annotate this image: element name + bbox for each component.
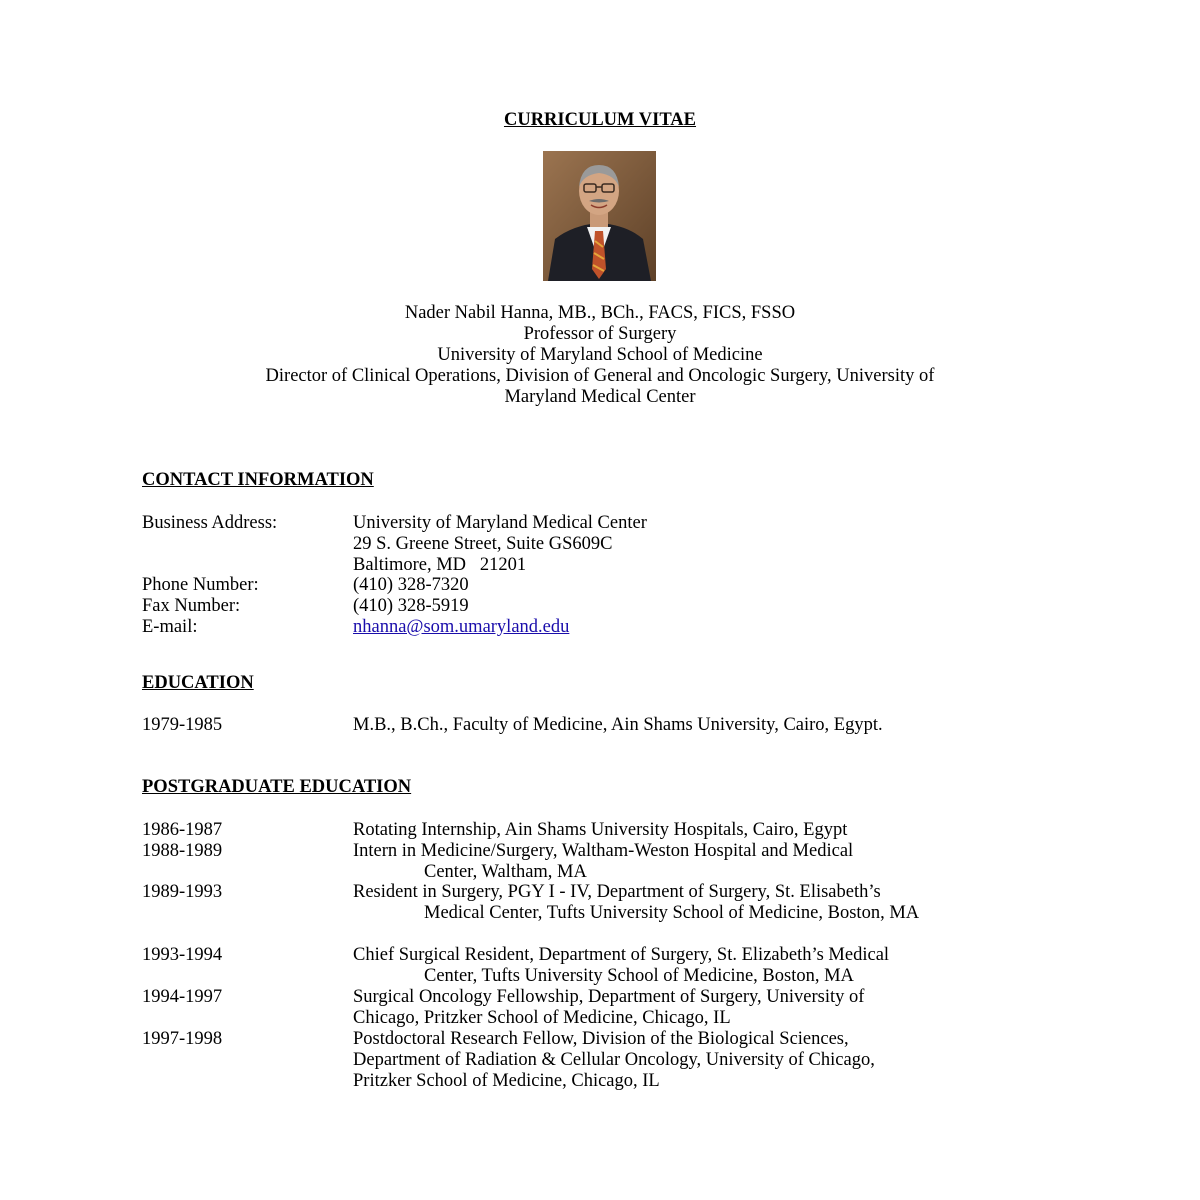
entry-line: Postdoctoral Research Fellow, Division of the Biological Sciences, [353,1029,849,1049]
address-line: 29 S. Greene Street, Suite GS609C [353,534,613,554]
entry-description [353,945,889,987]
entry-line: M.B., B.Ch., Faculty of Medicine, Ain Shams University, Cairo, Egypt. [353,715,883,735]
entry-description [353,882,919,924]
entry-line: Chicago, Pritzker School of Medicine, Chicago, IL [353,1008,731,1028]
education-heading: EDUCATION [142,673,254,693]
entry-line: Rotating Internship, Ain Shams University Hospitals, Cairo, Egypt [353,820,848,840]
entry-description [353,820,847,841]
person-name: Nader Nabil Hanna, MB., BCh., FACS, FICS, FSSO [404,303,796,323]
entry-years: 1988-1989 [142,841,223,861]
fax-value: (410) 328-5919 [353,596,469,616]
entry-line: Center, Waltham, MA [424,862,587,882]
address-line: University of Maryland Medical Center [353,513,647,533]
address-label: Business Address: [142,513,278,533]
portrait-photo [543,151,656,281]
entry-line: Medical Center, Tufts University School of Medicine, Boston, MA [424,903,920,923]
email-link[interactable]: nhanna@som.umaryland.edu [353,617,570,637]
entry-line: Resident in Surgery, PGY I - IV, Department of Surgery, St. Elisabeth’s [353,882,881,902]
position-title: Professor of Surgery [523,324,677,344]
document-title: CURRICULUM VITAE [503,110,697,130]
role-line-1: Director of Clinical Operations, Division of General and Oncologic Surgery, University of [265,366,935,386]
phone-label: Phone Number: [142,575,259,595]
entry-line: Department of Radiation & Cellular Oncology, University of Chicago, [353,1050,875,1070]
cv-header [150,303,1050,408]
entry-years: 1993-1994 [142,945,223,965]
entry-description [353,715,883,736]
fax-label: Fax Number: [142,596,241,616]
portrait-illustration [543,151,656,281]
address-value [353,513,647,576]
entry-line: Intern in Medicine/Surgery, Waltham-Weston Hospital and Medical [353,841,854,861]
postgraduate-heading: POSTGRADUATE EDUCATION [142,777,412,797]
institution: University of Maryland School of Medicine [437,345,763,365]
contact-heading: CONTACT INFORMATION [142,470,374,490]
entry-line: Chief Surgical Resident, Department of Surgery, St. Elizabeth’s Medical [353,945,890,965]
entry-years: 1997-1998 [142,1029,223,1049]
phone-value: (410) 328-7320 [353,575,469,595]
entry-years: 1986-1987 [142,820,223,840]
entry-description [353,1029,875,1092]
entry-description [353,987,864,1029]
entry-years: 1994-1997 [142,987,223,1007]
entry-line: Surgical Oncology Fellowship, Department of Surgery, University of [353,987,865,1007]
entry-years: 1979-1985 [142,715,223,735]
role-line-2: Maryland Medical Center [504,387,696,407]
entry-line: Pritzker School of Medicine, Chicago, IL [353,1071,660,1091]
entry-line: Center, Tufts University School of Medicine, Boston, MA [424,966,854,986]
entry-years: 1989-1993 [142,882,223,902]
email-value [353,617,569,638]
address-line: Baltimore, MD 21201 [353,555,527,575]
email-label: E-mail: [142,617,198,637]
entry-description [353,841,853,883]
